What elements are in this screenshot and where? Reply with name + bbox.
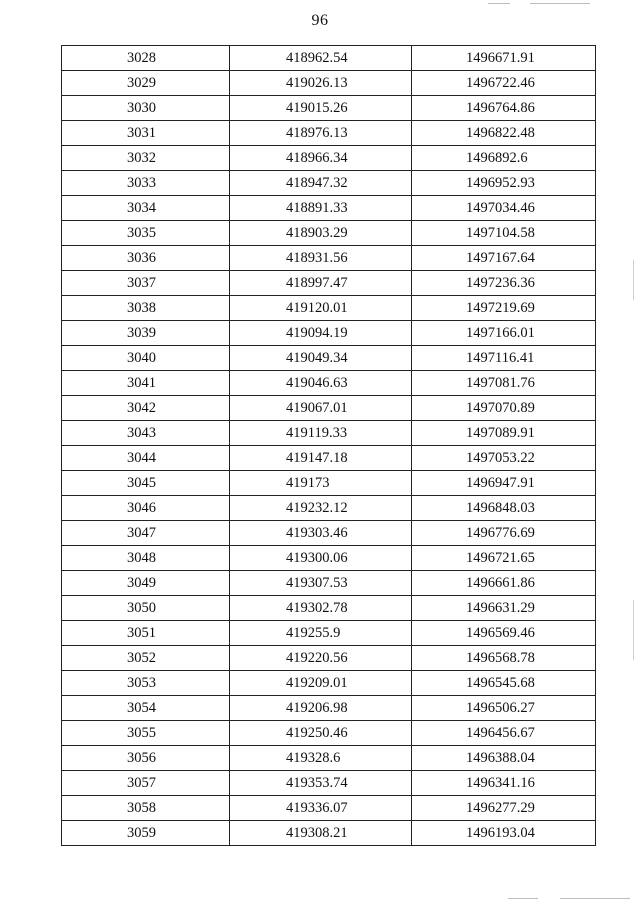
table-row — [62, 171, 596, 196]
point-number-cell: 3049 — [62, 571, 230, 596]
x-coordinate-cell: 419049.34 — [230, 346, 412, 371]
point-number-cell: 3041 — [62, 371, 230, 396]
y-coordinate-cell: 1496456.67 — [412, 721, 596, 746]
y-coordinate-cell: 1496721.65 — [412, 546, 596, 571]
scan-artifact — [633, 260, 634, 300]
x-coordinate-cell: 419147.18 — [230, 446, 412, 471]
point-number-cell: 3046 — [62, 496, 230, 521]
table-row — [62, 821, 596, 846]
table-row — [62, 221, 596, 246]
x-coordinate-cell: 419308.21 — [230, 821, 412, 846]
x-coordinate-cell: 418962.54 — [230, 46, 412, 71]
scan-artifact — [530, 3, 590, 4]
point-number-cell: 3042 — [62, 396, 230, 421]
table-row — [62, 96, 596, 121]
x-coordinate-cell: 419209.01 — [230, 671, 412, 696]
x-coordinate-cell: 419046.63 — [230, 371, 412, 396]
point-number-cell: 3033 — [62, 171, 230, 196]
point-number-cell: 3052 — [62, 646, 230, 671]
x-coordinate-cell: 419307.53 — [230, 571, 412, 596]
x-coordinate-cell: 419303.46 — [230, 521, 412, 546]
point-number-cell: 3032 — [62, 146, 230, 171]
table-row — [62, 371, 596, 396]
x-coordinate-cell: 419220.56 — [230, 646, 412, 671]
table-row — [62, 571, 596, 596]
point-number-cell: 3058 — [62, 796, 230, 821]
x-coordinate-cell: 418966.34 — [230, 146, 412, 171]
table-row — [62, 671, 596, 696]
x-coordinate-cell: 418947.32 — [230, 171, 412, 196]
x-coordinate-cell: 419232.12 — [230, 496, 412, 521]
point-number-cell: 3045 — [62, 471, 230, 496]
x-coordinate-cell: 419328.6 — [230, 746, 412, 771]
y-coordinate-cell: 1497167.64 — [412, 246, 596, 271]
point-number-cell: 3057 — [62, 771, 230, 796]
x-coordinate-cell: 418997.47 — [230, 271, 412, 296]
y-coordinate-cell: 1496722.46 — [412, 71, 596, 96]
point-number-cell: 3030 — [62, 96, 230, 121]
x-coordinate-cell: 419302.78 — [230, 596, 412, 621]
table-row — [62, 721, 596, 746]
table-row — [62, 646, 596, 671]
y-coordinate-cell: 1497104.58 — [412, 221, 596, 246]
y-coordinate-cell: 1496848.03 — [412, 496, 596, 521]
x-coordinate-cell: 419353.74 — [230, 771, 412, 796]
point-number-cell: 3034 — [62, 196, 230, 221]
y-coordinate-cell: 1496569.46 — [412, 621, 596, 646]
x-coordinate-cell: 419206.98 — [230, 696, 412, 721]
table-row — [62, 471, 596, 496]
y-coordinate-cell: 1496506.27 — [412, 696, 596, 721]
coordinates-table — [61, 45, 596, 846]
y-coordinate-cell: 1496388.04 — [412, 746, 596, 771]
point-number-cell: 3055 — [62, 721, 230, 746]
y-coordinate-cell: 1496952.93 — [412, 171, 596, 196]
point-number-cell: 3037 — [62, 271, 230, 296]
y-coordinate-cell: 1496568.78 — [412, 646, 596, 671]
y-coordinate-cell: 1496193.04 — [412, 821, 596, 846]
point-number-cell: 3028 — [62, 46, 230, 71]
table-row — [62, 396, 596, 421]
y-coordinate-cell: 1496764.86 — [412, 96, 596, 121]
x-coordinate-cell: 419255.9 — [230, 621, 412, 646]
table-row — [62, 596, 596, 621]
x-coordinate-cell: 418891.33 — [230, 196, 412, 221]
point-number-cell: 3035 — [62, 221, 230, 246]
table-row — [62, 321, 596, 346]
y-coordinate-cell: 1496671.91 — [412, 46, 596, 71]
y-coordinate-cell: 1496822.48 — [412, 121, 596, 146]
x-coordinate-cell: 419300.06 — [230, 546, 412, 571]
y-coordinate-cell: 1496661.86 — [412, 571, 596, 596]
table-row — [62, 121, 596, 146]
x-coordinate-cell: 419067.01 — [230, 396, 412, 421]
table-row — [62, 346, 596, 371]
y-coordinate-cell: 1496545.68 — [412, 671, 596, 696]
point-number-cell: 3029 — [62, 71, 230, 96]
point-number-cell: 3044 — [62, 446, 230, 471]
table-row — [62, 71, 596, 96]
y-coordinate-cell: 1497116.41 — [412, 346, 596, 371]
point-number-cell: 3039 — [62, 321, 230, 346]
table-row — [62, 771, 596, 796]
table-row — [62, 196, 596, 221]
table-row — [62, 296, 596, 321]
y-coordinate-cell: 1497219.69 — [412, 296, 596, 321]
x-coordinate-cell: 418976.13 — [230, 121, 412, 146]
x-coordinate-cell: 419015.26 — [230, 96, 412, 121]
y-coordinate-cell: 1496776.69 — [412, 521, 596, 546]
point-number-cell: 3051 — [62, 621, 230, 646]
coordinates-table-body — [62, 46, 596, 846]
y-coordinate-cell: 1497089.91 — [412, 421, 596, 446]
point-number-cell: 3056 — [62, 746, 230, 771]
y-coordinate-cell: 1497081.76 — [412, 371, 596, 396]
x-coordinate-cell: 419120.01 — [230, 296, 412, 321]
table-row — [62, 146, 596, 171]
x-coordinate-cell: 419173 — [230, 471, 412, 496]
y-coordinate-cell: 1497034.46 — [412, 196, 596, 221]
table-row — [62, 696, 596, 721]
point-number-cell: 3040 — [62, 346, 230, 371]
table-row — [62, 546, 596, 571]
y-coordinate-cell: 1497166.01 — [412, 321, 596, 346]
scan-artifact — [633, 600, 634, 660]
table-row — [62, 446, 596, 471]
x-coordinate-cell: 419094.19 — [230, 321, 412, 346]
point-number-cell: 3048 — [62, 546, 230, 571]
table-row — [62, 246, 596, 271]
scan-artifact — [488, 3, 510, 4]
page-number: 96 — [311, 12, 329, 29]
table-row — [62, 496, 596, 521]
point-number-cell: 3059 — [62, 821, 230, 846]
y-coordinate-cell: 1496631.29 — [412, 596, 596, 621]
y-coordinate-cell: 1497053.22 — [412, 446, 596, 471]
scan-artifact — [560, 898, 630, 899]
table-row — [62, 796, 596, 821]
x-coordinate-cell: 418903.29 — [230, 221, 412, 246]
point-number-cell: 3047 — [62, 521, 230, 546]
point-number-cell: 3050 — [62, 596, 230, 621]
x-coordinate-cell: 419336.07 — [230, 796, 412, 821]
y-coordinate-cell: 1496277.29 — [412, 796, 596, 821]
point-number-cell: 3031 — [62, 121, 230, 146]
x-coordinate-cell: 419026.13 — [230, 71, 412, 96]
point-number-cell: 3038 — [62, 296, 230, 321]
y-coordinate-cell: 1497070.89 — [412, 396, 596, 421]
point-number-cell: 3053 — [62, 671, 230, 696]
point-number-cell: 3036 — [62, 246, 230, 271]
scan-artifact — [508, 898, 538, 899]
table-row — [62, 421, 596, 446]
table-row — [62, 621, 596, 646]
y-coordinate-cell: 1496892.6 — [412, 146, 596, 171]
point-number-cell: 3054 — [62, 696, 230, 721]
table-row — [62, 46, 596, 71]
table-row — [62, 746, 596, 771]
x-coordinate-cell: 419119.33 — [230, 421, 412, 446]
x-coordinate-cell: 418931.56 — [230, 246, 412, 271]
point-number-cell: 3043 — [62, 421, 230, 446]
y-coordinate-cell: 1497236.36 — [412, 271, 596, 296]
table-row — [62, 271, 596, 296]
table-row — [62, 521, 596, 546]
x-coordinate-cell: 419250.46 — [230, 721, 412, 746]
y-coordinate-cell: 1496341.16 — [412, 771, 596, 796]
y-coordinate-cell: 1496947.91 — [412, 471, 596, 496]
